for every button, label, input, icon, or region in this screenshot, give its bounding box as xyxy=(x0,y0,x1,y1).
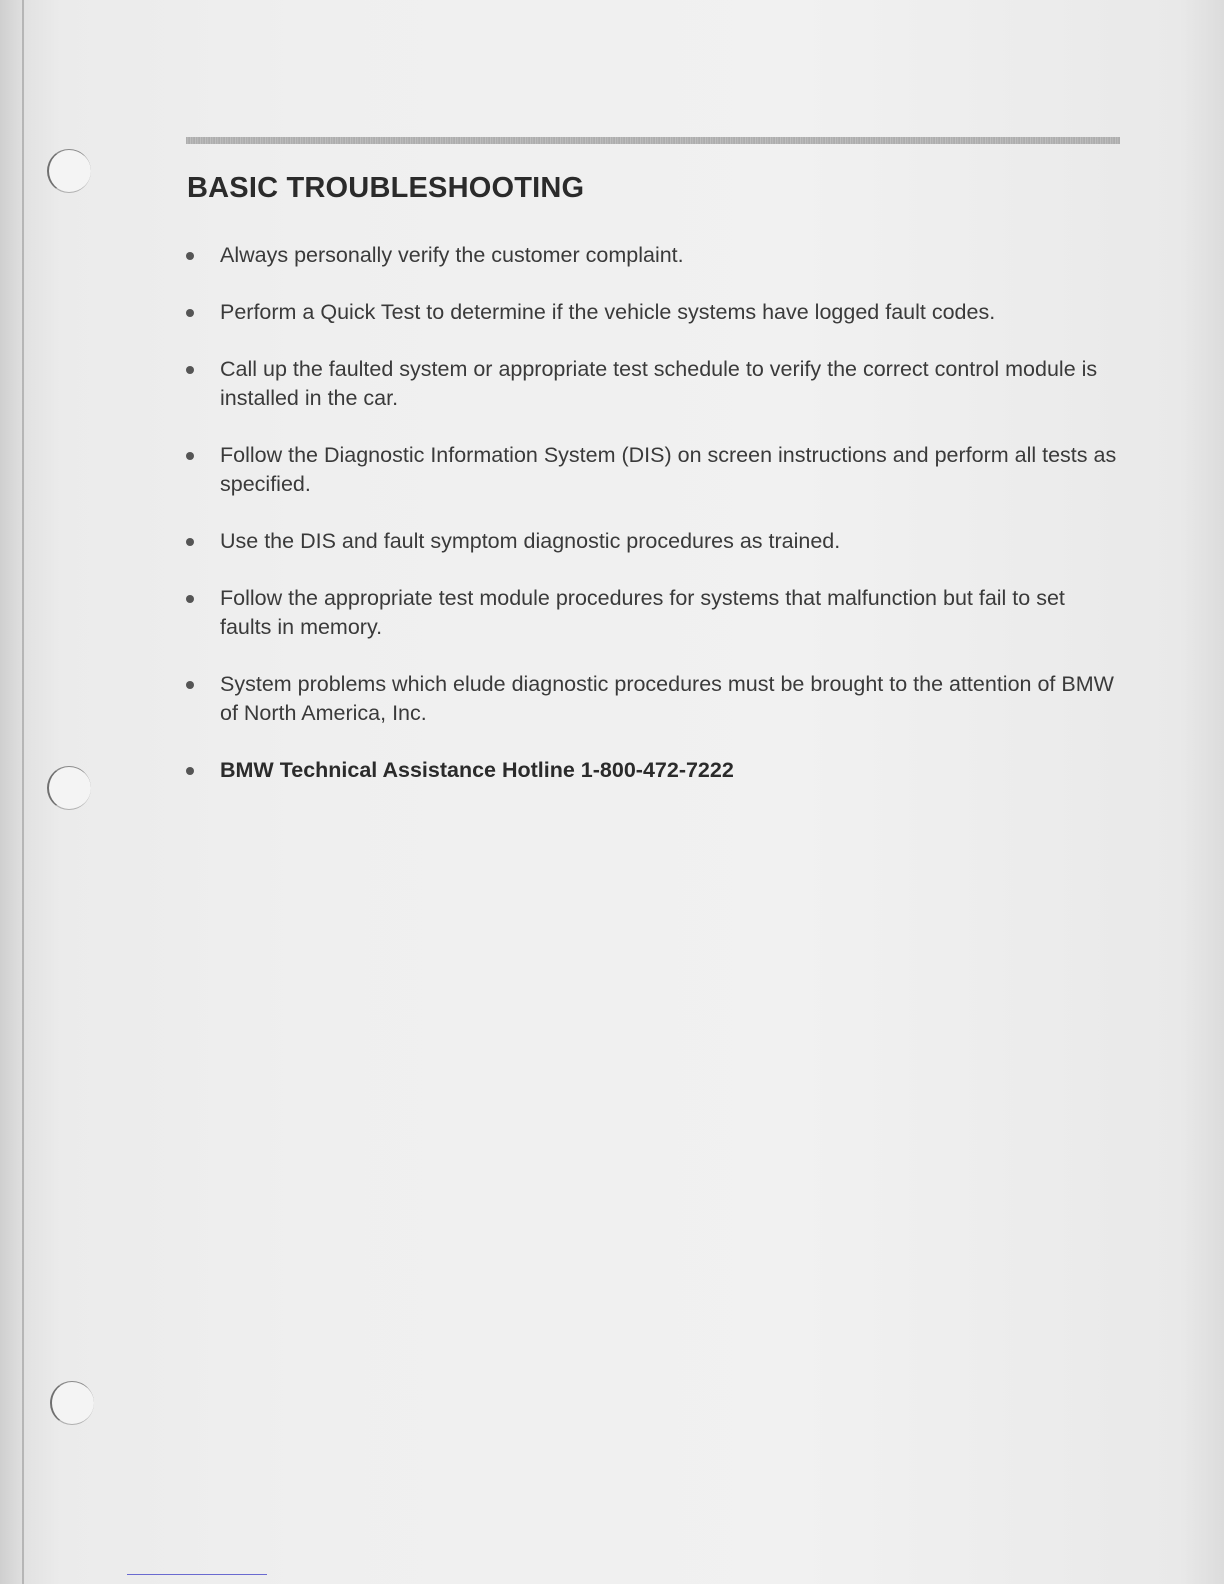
list-item xyxy=(186,584,1122,642)
list-item-text: System problems which elude diagnostic procedures must be brought to the attention of BMW of North America, Inc. xyxy=(220,672,1114,725)
binder-hole xyxy=(50,1381,94,1425)
bullet-icon xyxy=(186,309,194,317)
bullet-icon xyxy=(186,366,194,374)
scan-artifact-line xyxy=(127,1574,267,1575)
bullet-icon xyxy=(186,595,194,603)
bullet-icon xyxy=(186,767,194,775)
list-item-text: Follow the Diagnostic Information System (DIS) on screen instructions and perform all tests as specified. xyxy=(220,443,1117,496)
bullet-icon xyxy=(186,452,194,460)
binder-hole xyxy=(47,766,91,810)
list-item-text: Always personally verify the customer complaint. xyxy=(220,243,684,267)
bullet-icon xyxy=(186,681,194,689)
page-edge xyxy=(22,0,24,1584)
list-item xyxy=(186,241,1122,270)
list-item-text: Follow the appropriate test module procedures for systems that malfunction but fail to set faults in memory. xyxy=(220,586,1065,639)
list-item xyxy=(186,527,1122,556)
page-title: BASIC TROUBLESHOOTING xyxy=(187,172,585,204)
bullet-icon xyxy=(186,252,194,260)
list-item xyxy=(186,298,1122,327)
hotline-text: BMW Technical Assistance Hotline 1-800-472-7222 xyxy=(220,758,734,782)
list-item xyxy=(186,355,1122,413)
header-rule xyxy=(186,137,1120,144)
list-item xyxy=(186,441,1122,499)
list-item-text: Use the DIS and fault symptom diagnostic procedures as trained. xyxy=(220,529,841,553)
list-item-text: Perform a Quick Test to determine if the vehicle systems have logged fault codes. xyxy=(220,300,996,324)
list-item xyxy=(186,670,1122,728)
bullet-icon xyxy=(186,538,194,546)
list-item-text: Call up the faulted system or appropriate test schedule to verify the correct control module is installed in the car. xyxy=(220,357,1098,410)
binder-hole xyxy=(47,149,91,193)
hotline-item xyxy=(186,756,1122,785)
troubleshooting-list xyxy=(186,241,1122,813)
